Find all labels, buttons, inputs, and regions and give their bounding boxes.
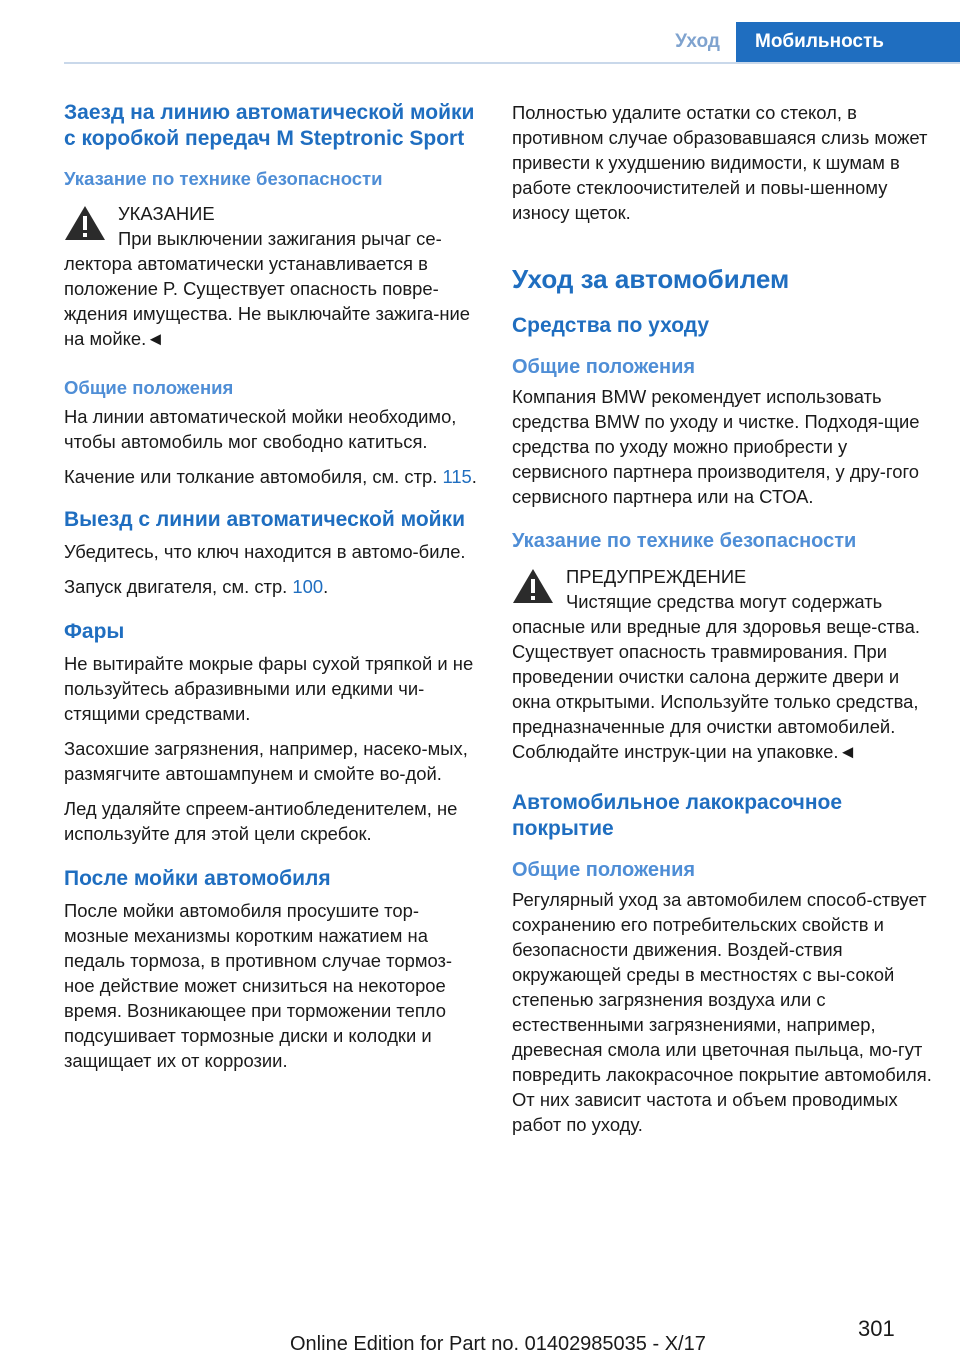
heading-general-right: Общие положения [512, 356, 696, 378]
warning-text-right: опасные или вредные для здоровья веще-ства. Существует опасность травмирования. При проведении очистки салона держите двери и окна открытыми. Используйте только средства, предназначенные для очистки автомобилей. Соблюдайте инструк-ции на упаковке.◄ [512, 616, 920, 762]
tab-mobility[interactable]: Мобильность [736, 22, 960, 62]
page-number: 301 [858, 1316, 895, 1341]
heading-general: Общие положения [64, 377, 234, 398]
paragraph-exit-2 [64, 574, 482, 599]
paragraph-glass: Полностью удалите остатки со стекол, в противном случае образовавшаяся слизь может привести к ухудшению видимости, к шумам в работе стеклоочистителей и повы-шенному износу щеток. [512, 102, 928, 223]
heading-safety: Указание по технике безопасности [64, 168, 383, 189]
heading-care-products: Средства по уходу [512, 314, 710, 337]
warning-text: лектора автоматически устанавливается в положение P. Существует опасность повре-ждения имущества. Не выключайте зажига-ние на мойке.◄ [64, 253, 471, 349]
paragraph-exit-2-text: Запуск двигателя, см. стр. [64, 576, 293, 597]
paragraph-exit-2-end: . [323, 576, 329, 597]
heading-exit: Выезд с линии автоматической мойки [64, 508, 465, 531]
page-header [0, 22, 960, 62]
heading-general-paint: Общие положения [512, 859, 696, 881]
warning-triangle-icon [64, 205, 106, 241]
heading-after-wash: После мойки автомобиля [64, 867, 331, 890]
paragraph-lights-3: Лед удаляйте спреем-антиобледенителем, не используйте для этой цели скребок. [64, 798, 458, 844]
right-column [512, 100, 932, 1147]
paragraph-lights-1: Не вытирайте мокрые фары сухой тряпкой и не пользуйтесь абразивными или едкими чи-стящими средствами. [64, 653, 474, 724]
paragraph-exit-1: Убедитесь, что ключ находится в автомо-биле. [64, 541, 466, 562]
heading-drive-in: Заезд на линию автоматической мойки с коробкой передач M Steptronic Sport [64, 101, 475, 150]
paragraph-paint: Регулярный уход за автомобилем способ-ствует сохранению его потребительских свойств и безопасности движения. Воздей-ствия окружающей среды в местностях с вы-сокой степенью загрязнения воздуха или с естественными загрязнениями, например, древесная смола или цветочная пыльца, мо-гут повредить лакокрасочное покрытие автомобиля. От них зависит частота и объем проводимых работ по уходу. [512, 889, 932, 1135]
paragraph-general-2 [64, 464, 482, 489]
paragraph-care-general: Компания BMW рекомендует использовать средства BMW по уходу и чистке. Подходя-щие средства по уходу можно приобрести у сервисного партнера производителя, у дру-гого сервисного партнера или на СТОА. [512, 386, 920, 507]
paragraph-after-wash: После мойки автомобиля просушите тор-мозные механизмы коротким нажатием на педаль тормоза, в противном случае тормоз-ное действие может снизиться на некоторое время. Возникающее при торможении тепло подсушивает тормозные диски и колодки и защищает их от коррозии. [64, 900, 453, 1071]
paragraph-general-1: На линии автоматической мойки необходимо, чтобы автомобиль мог свободно катиться. [64, 406, 457, 452]
paragraph-general-2-end: . [471, 466, 477, 487]
page-link-100[interactable]: 100 [292, 576, 324, 597]
heading-car-care: Уход за автомобилем [512, 264, 790, 294]
warning-triangle-icon [512, 568, 554, 604]
tab-care[interactable]: Уход [675, 31, 720, 52]
heading-lights: Фары [64, 620, 125, 643]
paragraph-lights-2: Засохшие загрязнения, например, насеко-мых, размягчите автошампунем и смойте во-дой. [64, 738, 468, 784]
heading-safety-right: Указание по технике безопасности [512, 530, 857, 552]
left-column [64, 100, 482, 1083]
header-divider [64, 62, 960, 64]
warning-notice-right [512, 564, 932, 764]
heading-paint: Автомобильное лакокрасочное покрытие [512, 791, 843, 840]
warning-text-first: При выключении зажигания рычаг се- [118, 228, 442, 249]
page-link-115[interactable]: 115 [442, 466, 472, 487]
warning-notice [64, 201, 482, 351]
warning-text-first-right: Чистящие средства могут содержать [566, 591, 883, 612]
warning-label-right: ПРЕДУПРЕЖДЕНИЕ [566, 566, 747, 587]
warning-label: УКАЗАНИЕ [118, 203, 215, 224]
footer-edition: Online Edition for Part no. 01402985035 - X/17 [290, 1333, 706, 1355]
paragraph-general-2-text: Качение или толкание автомобиля, см. стр. [64, 466, 443, 487]
